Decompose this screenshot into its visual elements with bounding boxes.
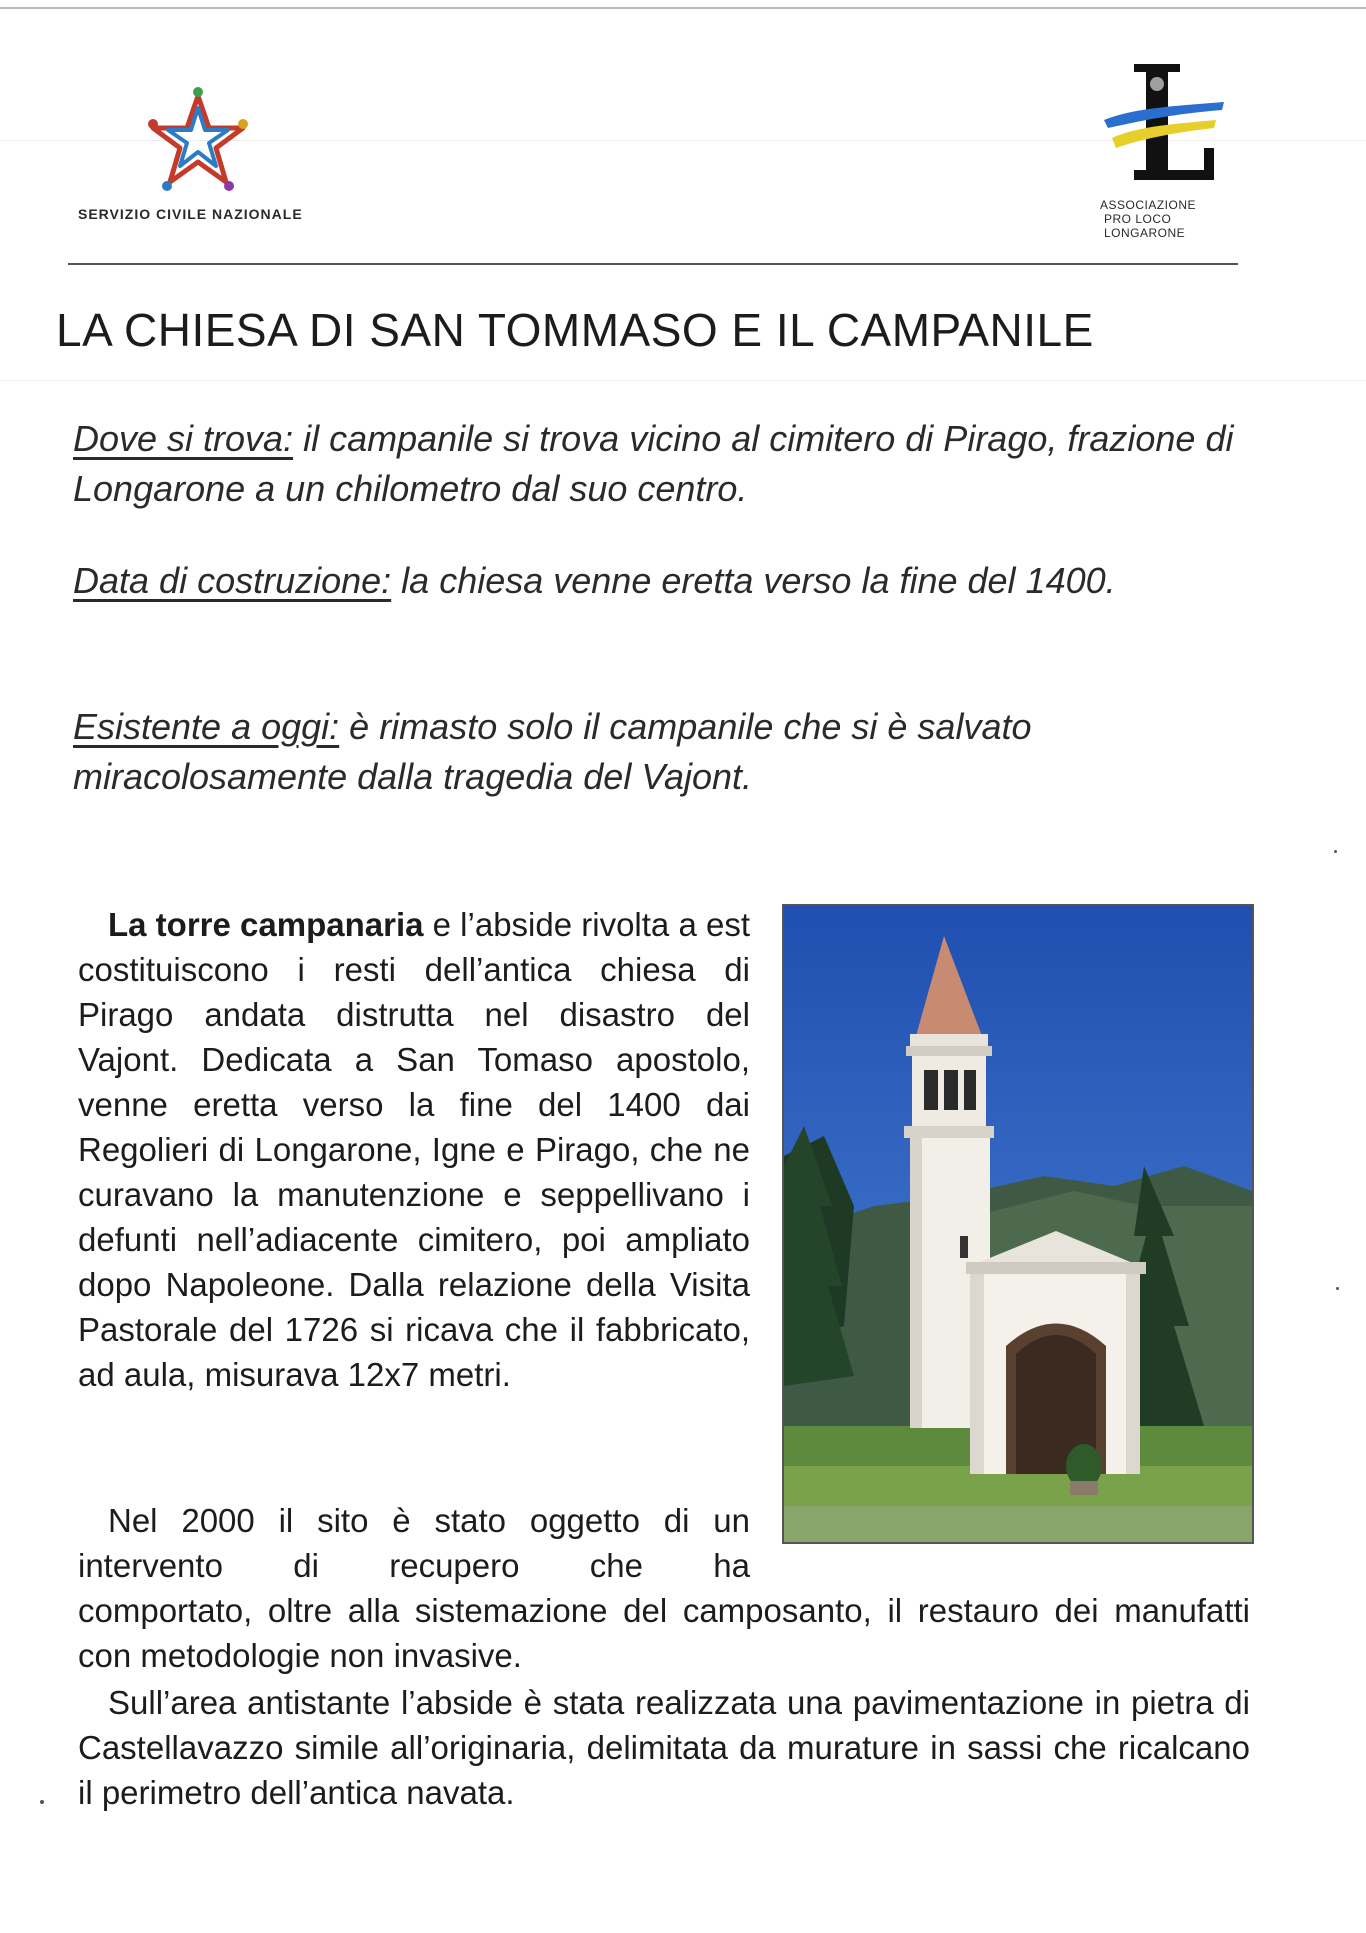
emphasis-text: La torre campanaria (108, 906, 424, 943)
paragraph-text: comportato, oltre alla sistemazione del camposanto, il restauro dei manufatti con metodologie non invasive. (78, 1592, 1250, 1674)
paragraph-text-narrow: Nel 2000 il sito è stato oggetto di un intervento di recupero che ha (78, 1502, 750, 1584)
info-text: la chiesa venne eretta verso la fine del 1400. (391, 560, 1116, 601)
top-edge-rule (0, 7, 1366, 9)
body-paragraph-paving (78, 1680, 1250, 1815)
body-paragraph-restoration (78, 1498, 1250, 1678)
pro-loco-l-icon (1104, 62, 1224, 192)
star-people-icon (143, 86, 253, 196)
info-label: Data di costruzione: (73, 560, 392, 601)
pro-loco-caption: ASSOCIAZIONE PRO LOCO LONGARONE (1100, 198, 1197, 240)
church-bell-tower-photo (784, 906, 1252, 1542)
info-location (73, 414, 1253, 514)
scan-artifact (1336, 1287, 1339, 1290)
info-label: Dove si trova: (73, 418, 294, 459)
scan-artifact (1334, 850, 1337, 853)
servizio-civile-logo (78, 86, 338, 236)
info-construction-date (73, 556, 1253, 606)
page-title: LA CHIESA DI SAN TOMMASO E IL CAMPANILE (56, 304, 1094, 356)
pro-loco-logo (1100, 62, 1250, 252)
paragraph-text: Sull’area antistante l’abside è stata realizzata una pavimentazione in pietra di Castellavazzo simile all’originaria, delimitata da murature in sassi che ricalcano il perimetro dell’antica navata. (78, 1684, 1250, 1811)
servizio-civile-caption: SERVIZIO CIVILE NAZIONALE (78, 206, 303, 222)
body-paragraph-history (78, 902, 750, 1397)
scan-artifact (0, 380, 1366, 381)
info-label: Esistente a oggi: (73, 706, 340, 747)
paragraph-text: e l’abside rivolta a est costituiscono i resti dell’antica chiesa di Pirago andata distrutta nel disastro del Vajont. Dedicata a San Tomaso apostolo, venne eretta verso la fine del 1400 dai Regolieri di Longarone, Igne e Pirago, che ne curavano la manutenzione e seppellivano i defunti nell’adiacente cimitero, poi ampliato dopo Napoleone. Dalla relazione della Visita Pastorale del 1726 si ricava che il fabbricato, ad aula, misurava 12x7 metri. (78, 906, 750, 1393)
church-photo (782, 904, 1254, 1544)
info-text: il campanile si trova vicino al cimitero di Pirago, frazione di Longarone a un chilometro dal suo centro. (73, 418, 1234, 509)
scan-artifact (40, 1800, 44, 1804)
info-existing-today (73, 702, 1253, 802)
info-text: è rimasto solo il campanile che si è salvato miracolosamente dalla tragedia del Vajont. (73, 706, 1032, 797)
header-divider (68, 263, 1238, 265)
